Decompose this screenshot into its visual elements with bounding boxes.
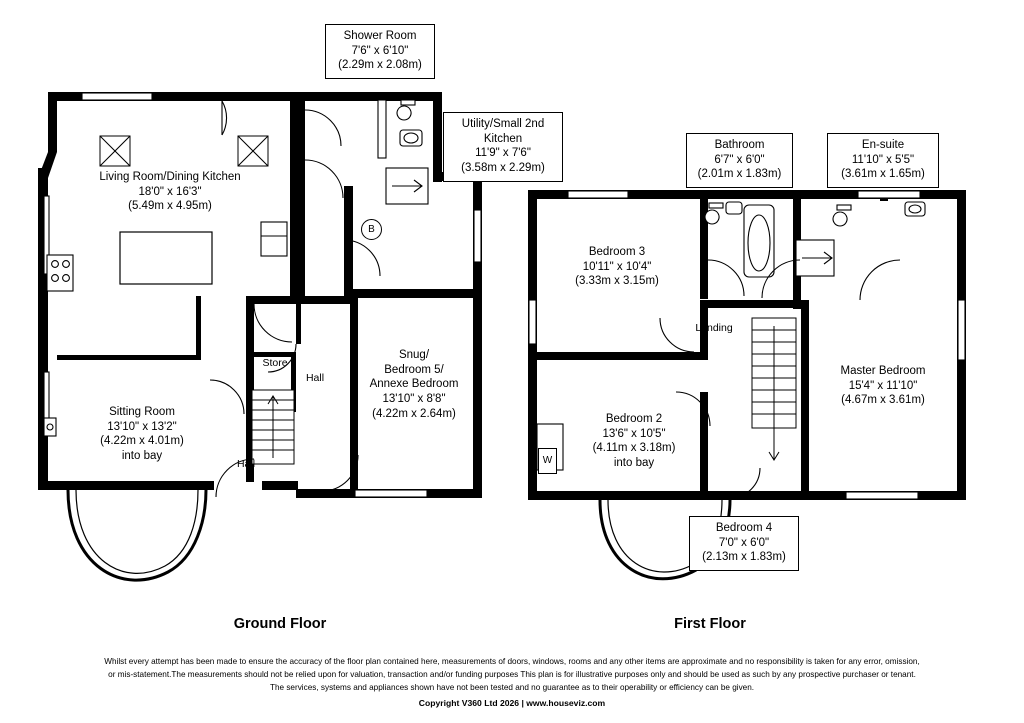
room-metric: (4.67m x 3.61m) — [841, 394, 925, 407]
ground-floor-title: Ground Floor — [233, 616, 327, 632]
room-label-sitting-room — [68, 405, 216, 464]
room-name: En-suite — [861, 139, 905, 151]
room-label-hall-upper: Hall — [305, 372, 325, 384]
room-name: Shower Room — [343, 30, 417, 42]
room-label-bedroom-4 — [689, 516, 799, 571]
room-label-hall-lower: Hall — [236, 458, 256, 470]
room-metric: (4.22m x 2.64m) — [372, 407, 456, 420]
room-imperial: 6'7" x 6'0" — [714, 153, 765, 166]
room-imperial: 13'10" x 8'8" — [382, 393, 446, 406]
room-metric: (3.33m x 3.15m) — [575, 275, 659, 288]
room-name: Bedroom 3 — [588, 246, 646, 258]
room-name: Master Bedroom — [840, 365, 926, 377]
room-metric: (2.29m x 2.08m) — [338, 59, 422, 72]
disclaimer-line-3: The services, systems and appliances shown have not been tested and no guarantee as to their operability or efficiency can be given. — [269, 683, 755, 692]
room-metric: (4.22m x 4.01m) — [100, 435, 184, 448]
disclaimer-line-1: Whilst every attempt has been made to ensure the accuracy of the floor plan contained here, measurements of doors, windows, rooms and any other items are approximate and no responsibility is taken for any error, omission, — [104, 657, 920, 666]
room-label-landing: Landing — [695, 322, 733, 334]
room-imperial: 13'6" x 10'5" — [602, 427, 666, 440]
room-label-living-room-dining-kitchen — [70, 170, 270, 214]
room-imperial: 11'10" x 5'5" — [851, 153, 915, 166]
room-name: Living Room/Dining Kitchen — [99, 171, 241, 183]
room-imperial: 10'11" x 10'4" — [582, 260, 652, 273]
room-name-line3: Annexe Bedroom — [369, 378, 459, 391]
disclaimer-line-2: or mis-statement.The measurements should not be relied upon for valuation, transaction and/or funding purposes This plan is for illustrative purposes only and should be used as such by any prospective purchaser or tenant. — [108, 670, 916, 679]
ground-floor-detail — [44, 93, 481, 580]
room-label-shower-room — [325, 24, 435, 79]
room-metric: (5.49m x 4.95m) — [128, 200, 212, 213]
room-metric: (3.58m x 2.29m) — [461, 162, 545, 175]
room-label-en-suite — [827, 133, 939, 188]
room-name: Bathroom — [714, 139, 765, 151]
copyright-notice: Copyright V360 Ltd 2026 | www.houseviz.com — [418, 698, 606, 708]
ground-floor-plan — [38, 92, 482, 580]
room-label-master-bedroom — [812, 364, 954, 408]
room-name-line2: Bedroom 5/ — [384, 363, 444, 376]
room-label-bedroom-3 — [552, 245, 682, 289]
room-label-store: Store — [262, 357, 288, 369]
room-name: Bedroom 2 — [605, 413, 663, 425]
room-imperial: 13'10" x 13'2" — [107, 420, 177, 433]
room-label-bedroom-2 — [570, 412, 698, 471]
room-extra: into bay — [121, 450, 163, 463]
room-imperial: 11'9" x 7'6" — [475, 147, 531, 160]
room-metric: (2.01m x 1.83m) — [697, 168, 782, 181]
room-imperial: 7'6" x 6'10" — [351, 44, 409, 57]
room-name-line1: Utility/Small 2nd — [461, 118, 545, 130]
room-name-line2: Kitchen — [483, 132, 523, 145]
room-imperial: 15'4" x 11'10" — [848, 379, 918, 392]
first-floor-title: First Floor — [674, 616, 746, 632]
boiler-marker: B — [361, 219, 382, 240]
room-metric: (3.61m x 1.65m) — [841, 168, 925, 181]
room-name: Sitting Room — [109, 406, 175, 418]
room-label-utility-small-2nd-kitchen — [443, 112, 563, 182]
room-name: Bedroom 4 — [715, 522, 773, 534]
room-label-bathroom — [686, 133, 793, 188]
room-metric: (2.13m x 1.83m) — [702, 551, 786, 564]
wardrobe-marker: W — [538, 448, 557, 474]
room-imperial: 18'0" x 16'3" — [138, 185, 202, 198]
room-extra: into bay — [613, 457, 655, 470]
room-name-line1: Snug/ — [398, 349, 430, 361]
room-metric: (4.11m x 3.18m) — [592, 442, 676, 455]
room-imperial: 7'0" x 6'0" — [718, 536, 770, 549]
room-label-snug-bedroom5-annexe — [340, 348, 488, 422]
